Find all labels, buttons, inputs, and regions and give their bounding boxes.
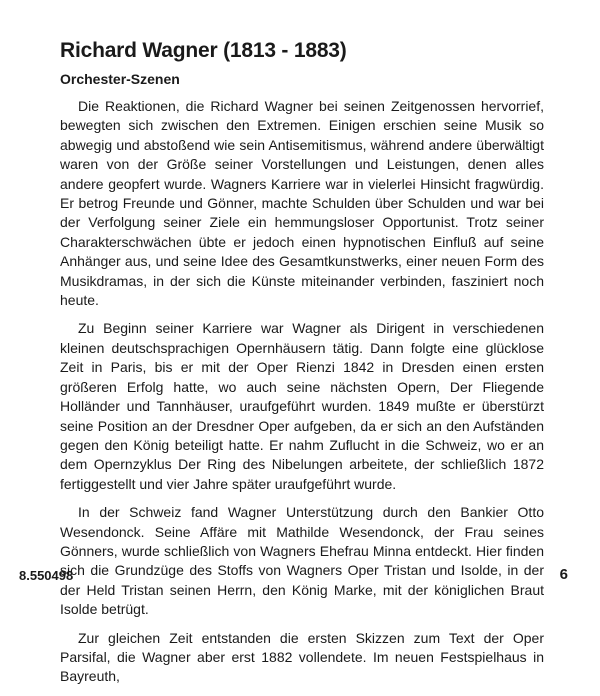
body-text: [60, 97, 544, 696]
page-subtitle: Orchester-Szenen: [60, 71, 180, 87]
paragraph-1: Die Reaktionen, die Richard Wagner bei seinen Zeitgenossen hervorrief, bewegten sich zwischen den Extremen. Einigen erschien seine Musik so abwegig und abstoßend wie sein Antisemitismus, während andere überwältigt waren von der Größe seiner Vorstellungen und Leistungen, denen alles andere geopfert wurde. Wagners Karriere war in vielerlei Hinsicht fragwürdig. Er betrog Freunde und Gönner, machte Schulden über Schulden und war bei der Verfolgung seiner Ziele ein hemmungsloser Opportunist. Trotz seiner Charakterschwächen übte er jedoch einen hypnotischen Einfluß auf seine Anhänger aus, und seine Idee des Gesamtkunstwerks, einer neuen Form des Musikdramas, in der sich die Künste miteinander verbinden, fasziniert noch heute.: [60, 98, 544, 309]
paragraph-2: Zu Beginn seiner Karriere war Wagner als Dirigent in verschiedenen kleinen deutschsprachigen Opernhäusern tätig. Dann folgte eine glücklose Zeit in Paris, bis er mit der Oper Rienzi 1842 in Dresden einen ersten größeren Erfolg hatte, wo auch seine nächsten Opern, Der Fliegende Holländer und Tannhäuser, uraufgeführt wurden. 1849 mußte er überstürzt seine Position an der Dresdner Oper aufgeben, da er sich an den Aufständen gegen den König beteiligt hatte. Er nahm Zuflucht in die Schweiz, wo er an dem Opernzyklus Der Ring des Nibelungen arbeitete, der schließlich 1872 fertiggestellt und vier Jahre später uraufgeführt wurde.: [60, 320, 544, 492]
paragraph-3: In der Schweiz fand Wagner Unterstützung durch den Bankier Otto Wesendonck. Seine Affäre mit Mathilde Wesendonck, der Frau seines Gönners, wurde schließlich von Wagners Ehefrau Minna entdeckt. Hier finden sich die Grundzüge des Stoffs von Wagners Oper Tristan und Isolde, in der der Held Tristan seinen Herrn, den König Marke, mit der königlichen Braut Isolde betrügt.: [60, 504, 544, 618]
heading-block: [60, 38, 550, 88]
catalog-number: 8.550498: [19, 568, 74, 583]
page-title: Richard Wagner (1813 - 1883): [60, 39, 347, 62]
paragraph-4: Zur gleichen Zeit entstanden die ersten Skizzen zum Text der Oper Parsifal, die Wagner aber erst 1882 vollendete. Im neuen Festspielhaus in Bayreuth,: [60, 629, 544, 685]
page-number: 6: [559, 566, 568, 583]
